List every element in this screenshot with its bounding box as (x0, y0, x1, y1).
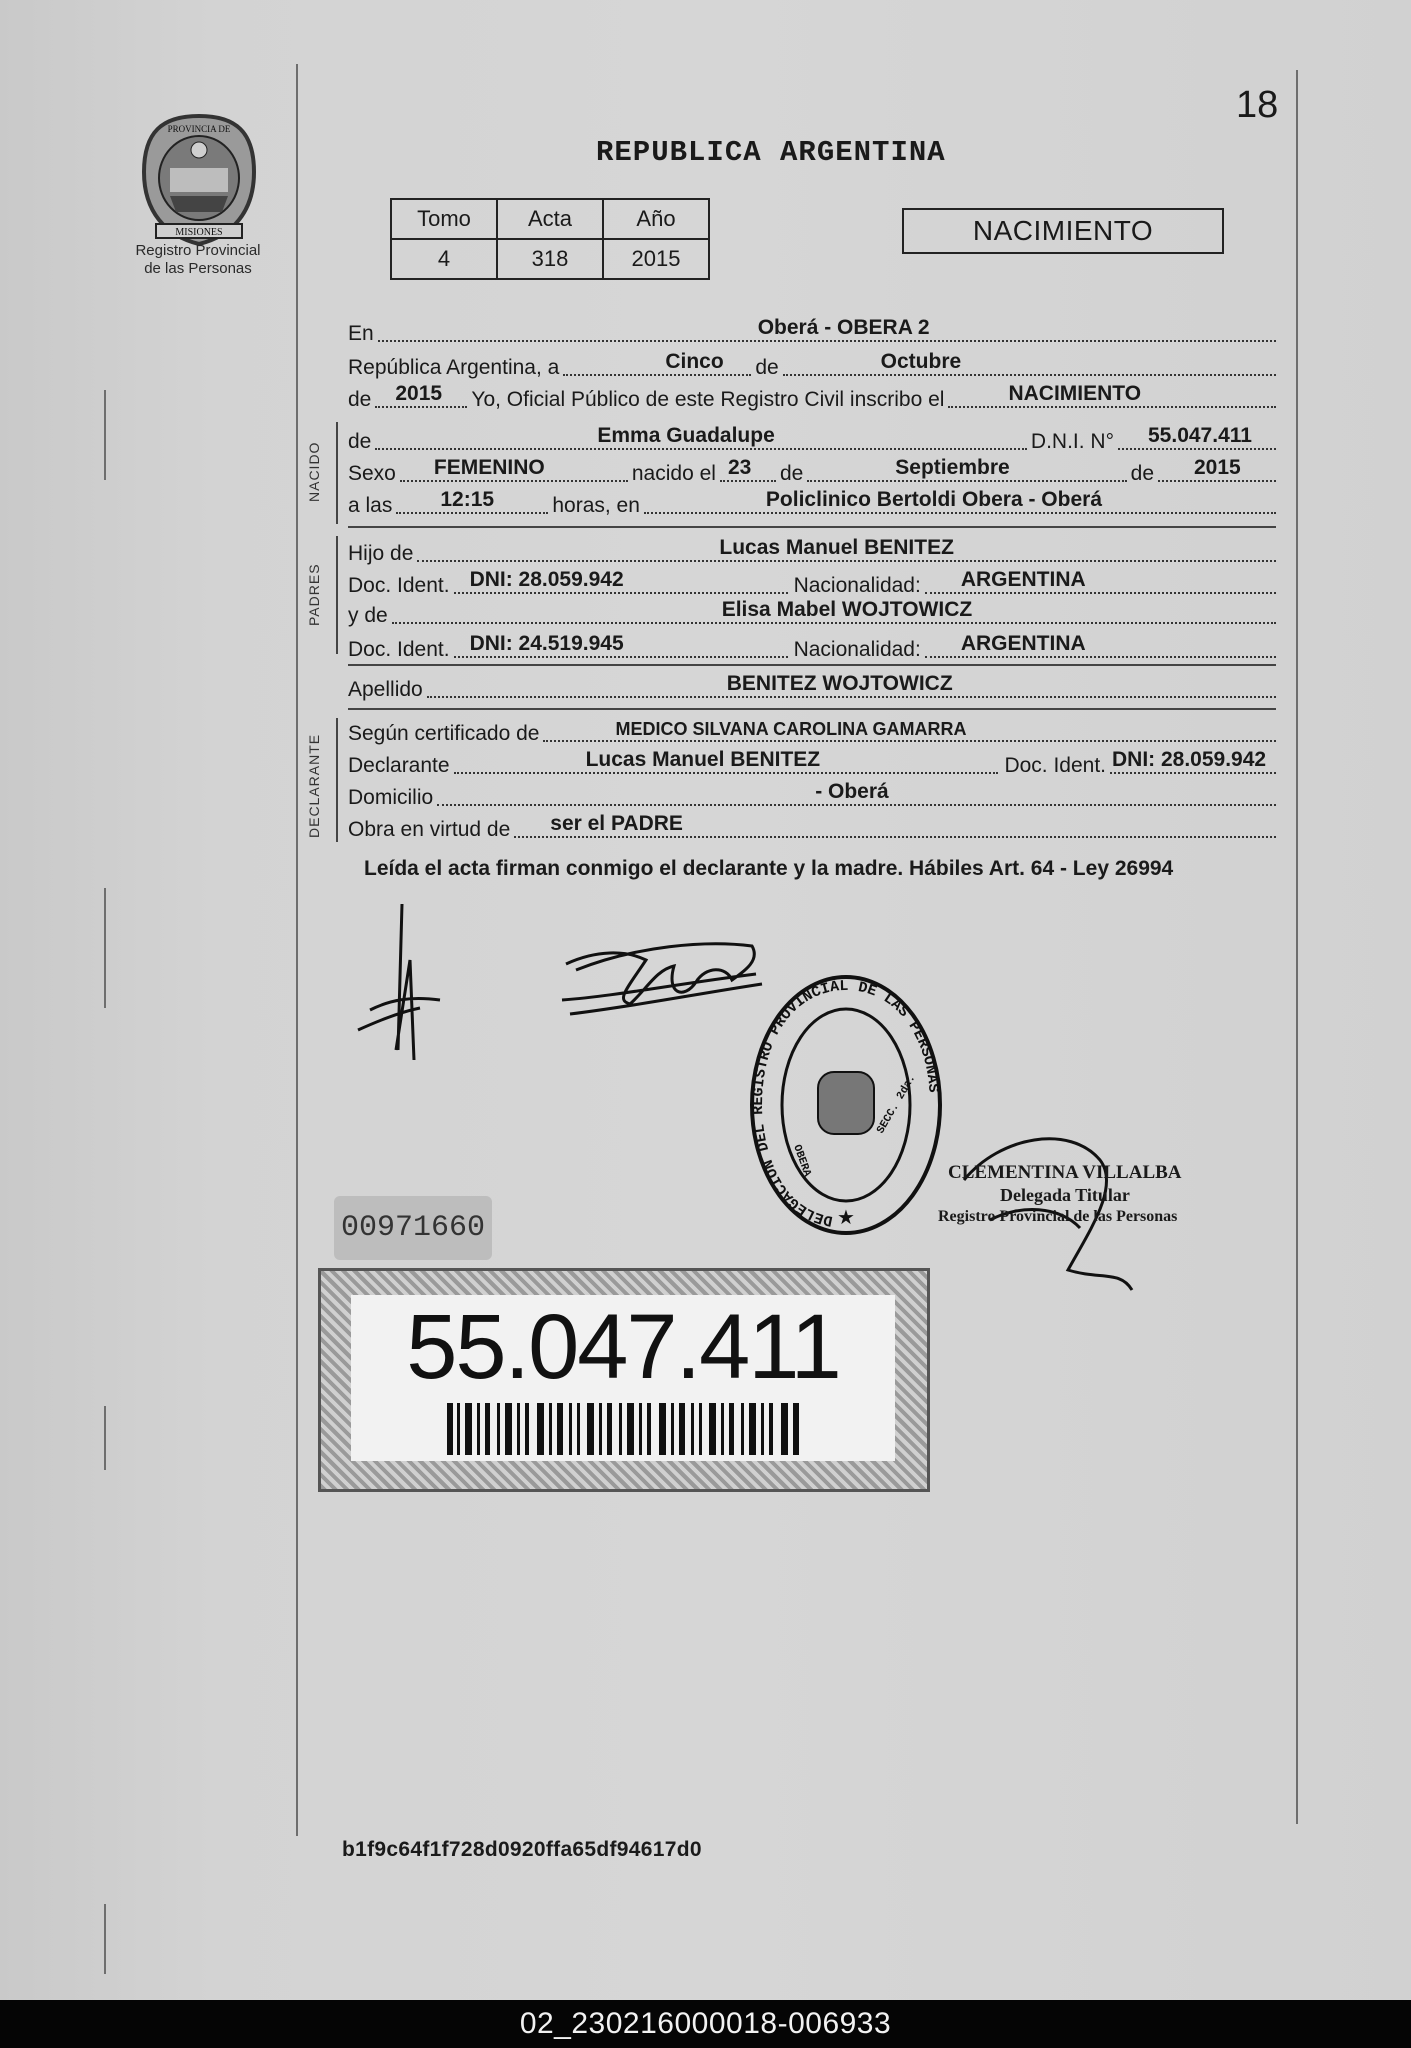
registration-type-value: NACIMIENTO (1008, 382, 1142, 405)
barcode-bars-icon (447, 1403, 799, 1455)
row-certificate (348, 716, 1276, 746)
seal-outer-text: DELEGACION DEL REGISTRO PROVINCIAL DE LAS PERSONAS (749, 977, 942, 1229)
row-declarant (348, 748, 1276, 778)
row-place (348, 316, 1276, 346)
parents-section-label: PADRES (306, 563, 322, 626)
child-name-fill (375, 424, 1027, 450)
mother-nat-fill (925, 632, 1276, 658)
seal-inner-right: SECC. 2da. (875, 1072, 919, 1136)
birth-place-value: Policlinico Bertoldi Obera - Oberá (765, 488, 1102, 511)
declarant-section-rule (336, 718, 338, 842)
row-year (348, 382, 1276, 412)
place-fill (378, 316, 1276, 342)
row-child-time (348, 488, 1276, 518)
mother-nat-label: Nacionalidad: (793, 638, 921, 661)
time-fill (396, 488, 548, 514)
reference-header-row (391, 199, 709, 239)
row-child-sex (348, 456, 1276, 486)
certificate-label: Según certificado de (348, 722, 540, 745)
father-doc-fill (454, 568, 788, 594)
declarant-section-label: DECLARANTE (306, 733, 322, 838)
hole-punch-line-1 (104, 390, 106, 480)
month-fill (783, 350, 1276, 376)
registry-caption (118, 242, 278, 278)
row-address (348, 780, 1276, 810)
serial-tag: 00971660 (334, 1196, 492, 1260)
mother-doc: DNI: 24.519.945 (469, 632, 624, 655)
sex-label: Sexo (348, 462, 396, 485)
registry-caption-line2: de las Personas (144, 260, 252, 277)
declarant-doc-label: Doc. Ident. (1004, 754, 1106, 777)
child-dni-label: D.N.I. N° (1030, 430, 1114, 453)
place-value: Oberá - OBERA 2 (757, 316, 930, 339)
row-capacity (348, 812, 1276, 842)
barcode-label (351, 1295, 895, 1461)
year-value: 2015 (395, 382, 443, 405)
father-doc-label: Doc. Ident. (348, 574, 450, 597)
reference-table (390, 198, 710, 280)
page-number: 18 (1236, 84, 1279, 126)
mother-fill (392, 598, 1276, 624)
official-stamp (938, 1162, 1182, 1228)
registration-type-fill (948, 382, 1276, 408)
official-office: Registro Provincial de las Personas (938, 1208, 1178, 1225)
year-fill (375, 382, 467, 408)
record-type-box: NACIMIENTO (902, 208, 1224, 254)
row-date (348, 350, 1276, 380)
surname-fill (427, 672, 1276, 698)
country-heading: REPUBLICA ARGENTINA (596, 136, 946, 169)
declarant-doc-fill (1110, 748, 1276, 774)
registry-seal-icon (748, 974, 944, 1236)
official-name: CLEMENTINA VILLALBA (948, 1162, 1182, 1183)
certificate-fill (543, 716, 1276, 742)
capacity-value: ser el PADRE (550, 812, 683, 835)
tomo-header: Tomo (391, 199, 497, 239)
address-label: Domicilio (348, 786, 434, 809)
declarant-signature-icon (350, 900, 450, 1066)
document-hash: b1f9c64f1f728d0920ffa65df94617d0 (342, 1838, 702, 1861)
time-value: 12:15 (440, 488, 495, 511)
right-margin-line (1296, 70, 1298, 1824)
sex-value: FEMENINO (433, 456, 545, 479)
birth-month-label: de (779, 462, 804, 485)
mother-label: y de (348, 604, 388, 627)
row-father-doc (348, 568, 1276, 598)
surname-value: BENITEZ WOJTOWICZ (726, 672, 953, 695)
file-identifier-footer: 02_230216000018-006933 (0, 2000, 1411, 2048)
mother-doc-fill (454, 632, 788, 658)
father-name: Lucas Manuel BENITEZ (719, 536, 954, 559)
time-label: a las (348, 494, 393, 517)
barcode-card (318, 1268, 930, 1492)
capacity-label: Obra en virtud de (348, 818, 511, 841)
acta-value: 318 (497, 239, 603, 279)
place-label: En (348, 322, 374, 345)
mother-signature-icon (556, 930, 768, 1026)
reference-value-row (391, 239, 709, 279)
birth-month-value: Septiembre (895, 456, 1010, 479)
province-crest-icon (136, 112, 262, 248)
row-child-name (348, 424, 1276, 454)
row-father (348, 536, 1276, 566)
birth-day-value: 23 (727, 456, 752, 479)
birth-year-fill (1158, 456, 1276, 482)
parents-section-bottom-rule (348, 664, 1276, 666)
birth-place-fill (644, 488, 1276, 514)
row-surname (348, 672, 1276, 702)
address-fill (437, 780, 1276, 806)
official-title: Delegada Titular (1000, 1185, 1130, 1205)
row-mother (348, 598, 1276, 628)
day-value: Cinco (665, 350, 724, 373)
day-fill (563, 350, 751, 376)
born-section-bottom-rule (348, 526, 1276, 528)
closing-statement: Leída el acta firman conmigo el declarante y la madre. Hábiles Art. 64 - Ley 26994 (364, 857, 1174, 880)
hole-punch-line-3 (104, 1406, 106, 1470)
hole-punch-line-2 (104, 888, 106, 1008)
father-nat-fill (925, 568, 1276, 594)
official-phrase: Yo, Oficial Público de este Registro Civil inscribo el (471, 388, 945, 411)
surname-label: Apellido (348, 678, 423, 701)
declarant-label: Declarante (348, 754, 450, 777)
father-nationality: ARGENTINA (960, 568, 1086, 591)
father-nat-label: Nacionalidad: (793, 574, 921, 597)
row-mother-doc (348, 632, 1276, 662)
child-name-label: de (348, 430, 372, 453)
tomo-value: 4 (391, 239, 497, 279)
address-value: - Oberá (815, 780, 889, 803)
born-on-label: nacido el (631, 462, 716, 485)
crest-text-bottom: MISIONES (175, 227, 223, 238)
born-section-label: NACIDO (306, 441, 322, 502)
birth-year-value: 2015 (1194, 456, 1241, 479)
declarant-doc: DNI: 28.059.942 (1112, 748, 1267, 771)
anio-value: 2015 (603, 239, 709, 279)
parents-section-rule (336, 536, 338, 654)
father-label: Hijo de (348, 542, 414, 565)
mother-name: Elisa Mabel WOJTOWICZ (721, 598, 973, 621)
mother-nationality: ARGENTINA (960, 632, 1086, 655)
registry-caption-line1: Registro Provincial (135, 242, 261, 259)
hole-punch-line-4 (104, 1904, 106, 1974)
month-value: Octubre (880, 350, 962, 373)
declarant-fill (454, 748, 999, 774)
father-fill (417, 536, 1276, 562)
surname-bottom-rule (348, 708, 1276, 710)
seal-inner-left: OBERA (790, 1143, 813, 1179)
left-margin-line (296, 64, 298, 1836)
born-section-rule (336, 422, 338, 524)
year-prefix: de (348, 388, 372, 411)
mother-doc-label: Doc. Ident. (348, 638, 450, 661)
child-dni-fill (1118, 424, 1276, 450)
month-of-label: de (755, 356, 779, 379)
sex-fill (400, 456, 628, 482)
child-name-value: Emma Guadalupe (597, 424, 775, 447)
birth-place-label: horas, en (552, 494, 640, 517)
crest-text-top: PROVINCIA DE (167, 124, 231, 134)
certificate-value: MEDICO SILVANA CAROLINA GAMARRA (615, 719, 967, 739)
barcode-number: 55.047.411 (406, 1296, 840, 1398)
birth-year-label: de (1130, 462, 1154, 485)
acta-header: Acta (497, 199, 603, 239)
birth-month-fill (807, 456, 1126, 482)
svg-text:★: ★ (837, 1207, 855, 1229)
child-dni-value: 55.047.411 (1148, 424, 1252, 447)
birth-day-fill (720, 456, 776, 482)
declarant-name: Lucas Manuel BENITEZ (585, 748, 821, 771)
country-phrase: República Argentina, a (348, 356, 560, 379)
father-doc: DNI: 28.059.942 (469, 568, 624, 591)
capacity-fill (514, 812, 1276, 838)
anio-header: Año (603, 199, 709, 239)
